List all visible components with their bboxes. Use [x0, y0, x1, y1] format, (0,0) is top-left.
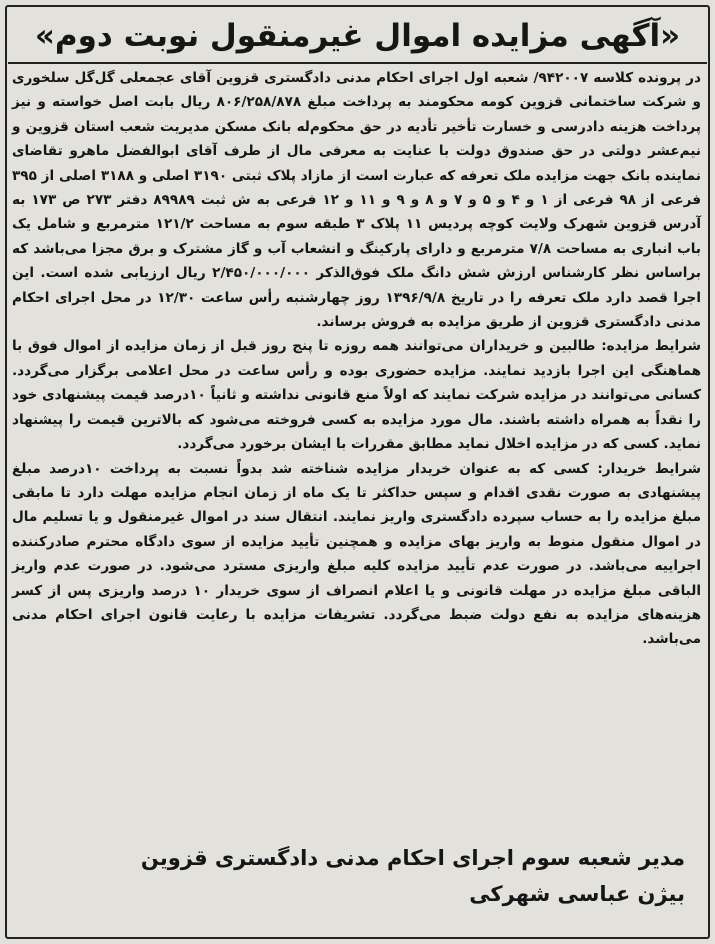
- signature-title: مدیر شعبه سوم اجرای احکام مدنی دادگستری قزوین: [140, 846, 685, 870]
- notice-body: [12, 66, 701, 652]
- buyer-conditions-paragraph: شرایط خریدار: کسی که به عنوان خریدار مزایده شناخته شد بدواً نسبت به پرداخت ۱۰درصد مبلغ پیشنهادی به صورت نقدی اقدام و سپس حداکثر تا یک ماه از زمان انجام مزایده مهلت دارد تا مابقی مبلغ مزایده را به حساب سپرده دادگستری واریز نمایند. انتقال سند در اموال غیرمنقول و یا تسلیم مال در اموال منقول منوط به واریز بهای مزایده و همچنین تأیید مزایده از سوی دادگاه محترم صادرکننده اجراییه می‌باشد. در صورت عدم تأیید مزایده کلیه مبلغ واریزی مسترد می‌شود. در صورت عدم واریز الباقی مبلغ مزایده در مهلت قانونی و یا اعلام انصراف از سوی خریدار ۱۰ درصد واریزی پس از کسر هزینه‌های مزایده به نفع دولت ضبط می‌گردد. تشریفات مزایده با رعایت قانون اجرای احکام مدنی می‌باشد.: [12, 460, 701, 648]
- notice-title: «آگهی مزایده اموال غیرمنقول نوبت دوم»: [34, 18, 681, 54]
- auction-conditions-paragraph: شرایط مزایده: طالبین و خریداران می‌توانند همه روزه تا پنج روز قبل از زمان مزایده از اموال فوق با هماهنگی این اجرا بازدید نمایند. مزایده حضوری بوده و رأس ساعت در محل اعلامی برگزار می‌گردد. کسانی می‌توانند در مزایده شرکت نمایند که اولاً منع قانونی نداشته و ثانیاً ۱۰درصد قیمت پیشنهادی خود را نقداً به همراه داشته باشند. مال مورد مزایده به کسی فروخته می‌شود که بالاترین قیمت را پیشنهاد نماید. کسی که در مزایده اخلال نماید مطابق مقررات با ایشان برخورد می‌گردد.: [12, 338, 701, 453]
- title-divider: [8, 62, 707, 64]
- case-details-paragraph: در پرونده کلاسه ۹۴۲۰۰۷/ شعبه اول اجرای احکام مدنی دادگستری قزوین آقای عجمعلی گل‌گل سلخوری و شرکت ساختمانی قزوین کومه محکومند به پرداخت مبلغ ۸۰۶/۲۵۸/۸۷۸ ریال بابت اصل خواسته و نیز پرداخت هزینه دادرسی و خسارت تأخیر تأدیه در حق محکوم‌له بانک مسکن مدیریت شعب استان قزوین و نیم‌عشر دولتی در حق صندوق دولت با عنایت به معرفی مال از طرف آقای ابوالفضل ماهرو تقاضای نماینده بانک جهت مزایده ملک تعرفه که عبارت است از مازاد پلاک ثبتی ۳۱۹۰ اصلی و ۳۱۸۸ اصلی از ۳۹۵ فرعی از ۹۸ فرعی از ۱ و ۴ و ۵ و ۷ و ۸ و ۹ و ۱۱ و ۱۲ فرعی به ش ثبت ۸۹۹۸۹ دفتر ۲۷۳ ص ۱۷۳ به آدرس قزوین شهرک ولایت کوچه پردیس ۱۱ پلاک ۳ طبقه سوم به مساحت ۱۲۱/۲ مترمربع و شامل یک باب انباری به مساحت ۷/۸ مترمربع و دارای پارکینگ و انشعاب آب و گاز مشترک و برق مجزا می‌باشد که براساس نظر کارشناس ارزش شش دانگ ملک فوق‌الذکر ۲/۴۵۰/۰۰۰/۰۰۰ ریال ارزیابی شده است. این اجرا قصد دارد ملک تعرفه را در تاریخ ۱۳۹۶/۹/۸ روز چهارشنبه رأس ساعت ۱۲/۳۰ در محل اجرای احکام مدنی دادگستری قزوین از طریق مزایده به فروش برساند.: [12, 70, 702, 331]
- signature-name: بیژن عباسی شهرکی: [469, 882, 685, 906]
